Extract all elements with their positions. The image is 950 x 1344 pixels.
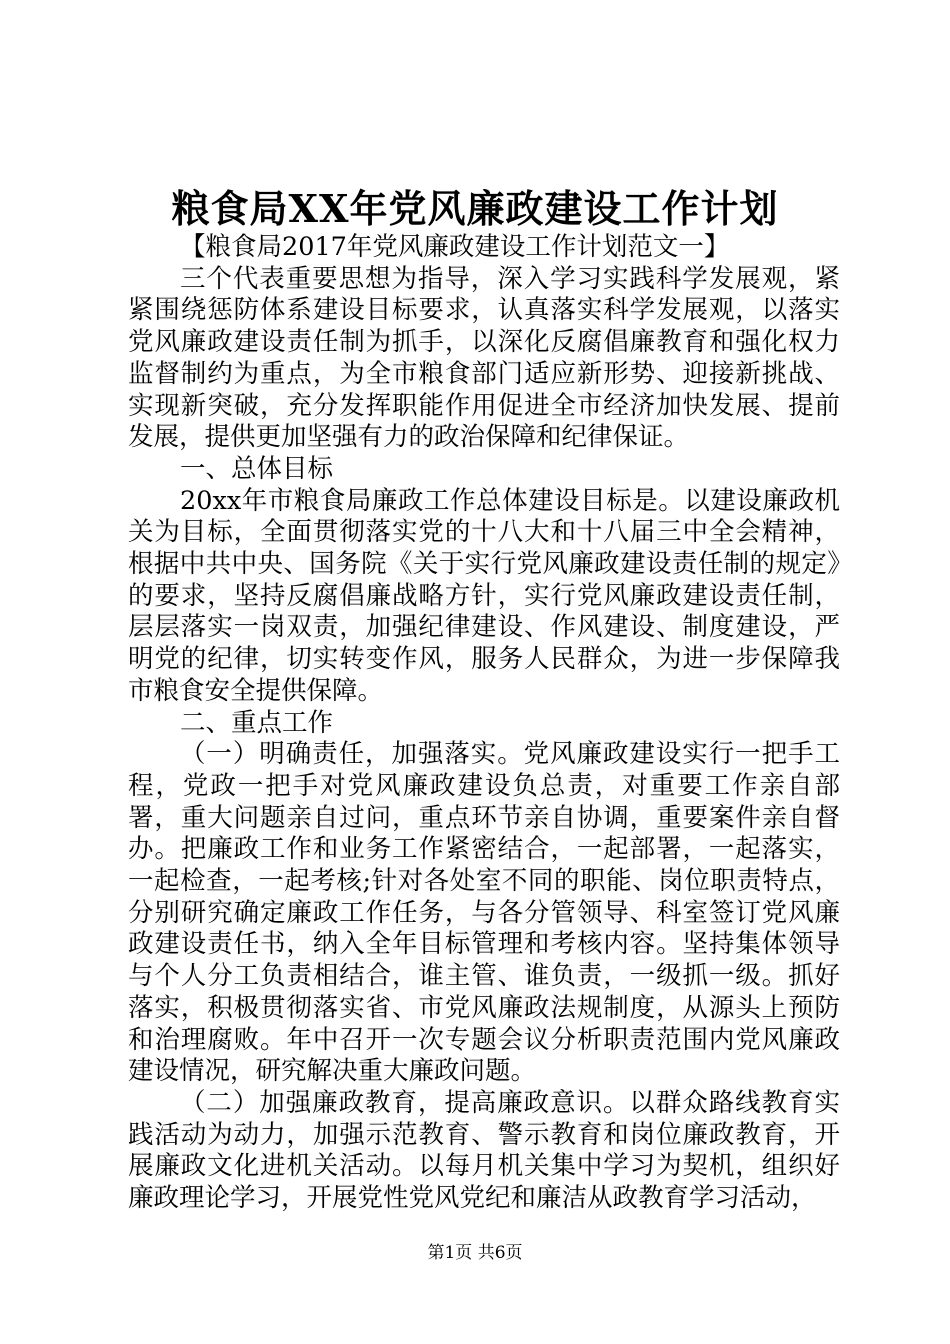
subtitle: 【粮食局2017年党风廉政建设工作计划范文一】 xyxy=(180,232,730,262)
document-body xyxy=(128,232,840,1215)
document-title: 粮食局XX年党风廉政建设工作计划 xyxy=(171,186,779,231)
section-heading-2: 二、重点工作 xyxy=(180,707,334,738)
paragraph-key-work-2: （二）加强廉政教育，提高廉政意识。以群众路线教育实践活动为动力，加强示范教育、警示教育和岗位廉政教育，开展廉政文化进机关活动。以每月机关集中学习为契机，组织好廉政理论学习，开展党性党风党纪和廉洁从政教育学习活动， xyxy=(128,1087,840,1214)
paragraph-intro: 三个代表重要思想为指导，深入学习实践科学发展观，紧紧围绕惩防体系建设目标要求，认真落实科学发展观，以落实党风廉政建设责任制为抓手，以深化反腐倡廉教育和强化权力监督制约为重点，为全市粮食部门适应新形势、迎接新挑战、实现新突破，充分发挥职能作用促进全市经济加快发展、提前发展，提供更加坚强有力的政治保障和纪律保证。 xyxy=(128,263,840,453)
paragraph-overall-goal: 20xx年市粮食局廉政工作总体建设目标是。以建设廉政机关为目标，全面贯彻落实党的十八大和十八届三中全会精神，根据中共中央、国务院《关于实行党风廉政建设责任制的规定》的要求，坚持反腐倡廉战略方针，实行党风廉政建设责任制，层层落实一岗双责，加强纪律建设、作风建设、制度建设，严明党的纪律，切实转变作风，服务人民群众，为进一步保障我市粮食安全提供保障。 xyxy=(128,485,840,706)
paragraph-key-work-1: （一）明确责任，加强落实。党风廉政建设实行一把手工程，党政一把手对党风廉政建设负总责，对重要工作亲自部署，重大问题亲自过问，重点环节亲自协调，重要案件亲自督办。把廉政工作和业务工作紧密结合，一起部署，一起落实，一起检查，一起考核;针对各处室不同的职能、岗位职责特点，分别研究确定廉政工作任务，与各分管领导、科室签订党风廉政建设责任书，纳入全年目标管理和考核内容。坚持集体领导与个人分工负责相结合，谁主管、谁负责，一级抓一级。抓好落实，积极贯彻落实省、市党风廉政法规制度，从源头上预防和治理腐败。年中召开一次专题会议分析职责范围内党风廉政建设情况，研究解决重大廉政问题。 xyxy=(128,739,840,1087)
page-number: 第1页 共6页 xyxy=(427,1243,523,1263)
section-heading-1: 一、总体目标 xyxy=(180,453,334,484)
